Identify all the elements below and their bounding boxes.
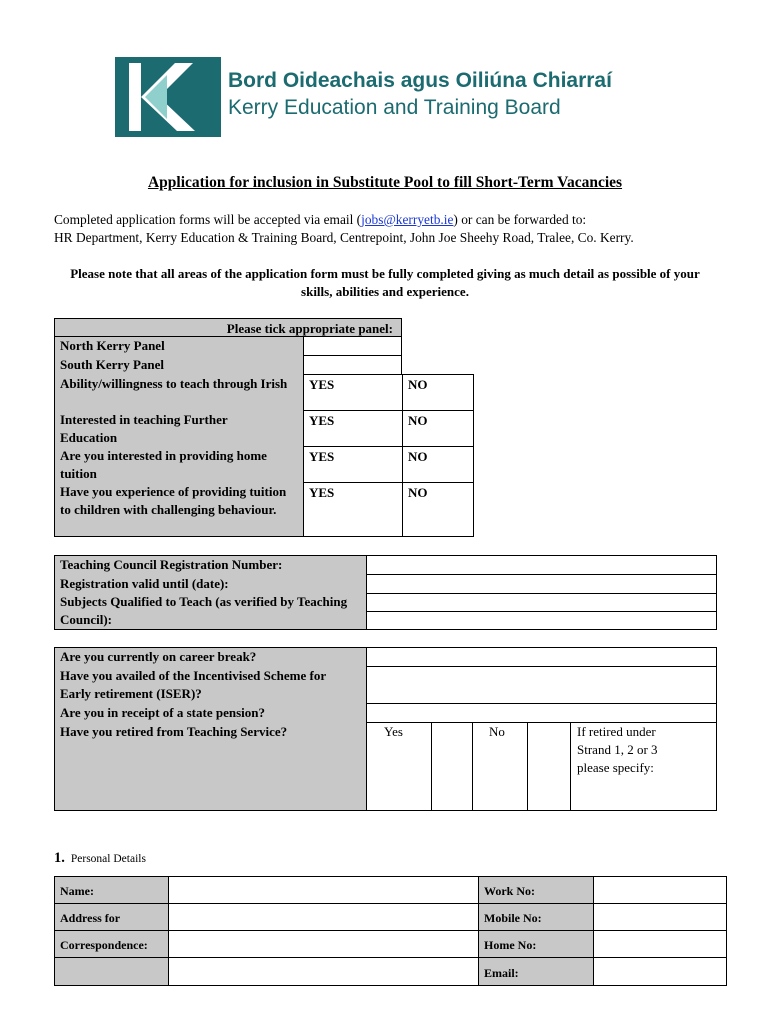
email-label: Email: <box>484 966 519 980</box>
mobile-number-field[interactable] <box>593 903 727 931</box>
address-field-row1[interactable] <box>168 903 479 931</box>
strand-label: If retired under Strand 1, 2 or 3 please specify: <box>577 724 658 775</box>
name-field[interactable] <box>168 876 479 904</box>
south-panel-label: South Kerry Panel <box>60 357 164 372</box>
intro-address: HR Department, Kerry Education & Training Board, Centrepoint, John Joe Sheehy Road, Tralee, Co. Kerry. <box>54 230 634 245</box>
north-panel-tick-box[interactable] <box>303 336 402 356</box>
fe-question: Interested in teaching Further Education <box>60 412 228 445</box>
behaviour-no-cell[interactable] <box>402 482 474 537</box>
behaviour-yes-cell[interactable] <box>303 482 403 537</box>
fe-yes-label: YES <box>309 413 335 428</box>
tuition-yes-cell[interactable] <box>303 446 403 483</box>
intro-line1-post: ) or can be forwarded to: <box>453 212 587 227</box>
retired-label: Have you retired from Teaching Service? <box>60 724 288 739</box>
email-field[interactable] <box>593 957 727 986</box>
home-number-field[interactable] <box>593 930 727 958</box>
correspondence-label: Correspondence: <box>60 938 148 952</box>
section-title: Personal Details <box>70 853 146 865</box>
iser-label: Have you availed of the Incentivised Scheme for Early retirement (ISER)? <box>60 668 326 701</box>
form-title: Application for inclusion in Substitute Pool to fill Short-Term Vacancies <box>147 174 623 191</box>
pension-field[interactable] <box>366 703 717 723</box>
mobile-label: Mobile No: <box>484 911 542 925</box>
retired-no-tick-box[interactable] <box>527 722 571 811</box>
behaviour-no-label: NO <box>408 485 428 500</box>
work-label: Work No: <box>484 884 535 898</box>
south-panel-tick-box[interactable] <box>303 355 402 375</box>
subjects-label: Subjects Qualified to Teach (as verified by Teaching Council): <box>60 594 348 627</box>
brand-name-english: Kerry Education and Training Board <box>228 96 561 119</box>
north-panel-label: North Kerry Panel <box>60 338 165 353</box>
home-label: Home No: <box>484 938 537 952</box>
irish-yes-cell[interactable] <box>303 374 403 411</box>
irish-no-cell[interactable] <box>402 374 474 411</box>
pension-label: Are you in receipt of a state pension? <box>60 705 265 720</box>
tuition-no-cell[interactable] <box>402 446 474 483</box>
retired-no-label: No <box>489 724 505 739</box>
fe-no-label: NO <box>408 413 428 428</box>
career-break-field[interactable] <box>366 647 717 667</box>
fe-yes-cell[interactable] <box>303 410 403 447</box>
irish-no-label: NO <box>408 377 428 392</box>
irish-question: Ability/willingness to teach through Irish <box>60 376 288 391</box>
behaviour-question: Have you experience of providing tuition to children with challenging behaviour. <box>60 484 287 517</box>
panel-header: Please tick appropriate panel: <box>54 318 402 337</box>
tuition-no-label: NO <box>408 449 428 464</box>
registration-valid-label: Registration valid until (date): <box>60 576 229 591</box>
irish-yes-label: YES <box>309 377 335 392</box>
ketb-logo-icon <box>115 57 221 137</box>
subjects-field-row2[interactable] <box>366 611 717 630</box>
work-number-field[interactable] <box>593 876 727 904</box>
fe-no-cell[interactable] <box>402 410 474 447</box>
address-field-row3[interactable] <box>168 957 479 986</box>
address-field-row2[interactable] <box>168 930 479 958</box>
intro-line1-pre: Completed application forms will be accepted via email ( <box>54 212 362 227</box>
intro-text <box>54 211 634 247</box>
completion-notice: Please note that all areas of the application form must be fully completed giving as much detail as possible of your skills, abilities and experience. <box>70 266 700 299</box>
section-number: 1. <box>54 850 65 866</box>
subjects-field-row1[interactable] <box>366 593 717 612</box>
tuition-question: Are you interested in providing home tuition <box>60 448 267 481</box>
tuition-yes-label: YES <box>309 449 335 464</box>
retired-yes-label: Yes <box>384 724 403 739</box>
career-break-label: Are you currently on career break? <box>60 649 257 664</box>
name-label: Name: <box>60 884 94 898</box>
behaviour-yes-label: YES <box>309 485 335 500</box>
email-link[interactable]: jobs@kerryetb.ie <box>361 212 454 227</box>
registration-valid-field[interactable] <box>366 574 717 594</box>
retired-yes-tick-box[interactable] <box>431 722 473 811</box>
blank-label-cell <box>54 957 169 986</box>
registration-number-field[interactable] <box>366 555 717 575</box>
address-label: Address for <box>60 911 121 925</box>
iser-field[interactable] <box>366 666 717 704</box>
personal-details-heading <box>54 849 146 867</box>
brand-name-irish: Bord Oideachais agus Oiliúna Chiarraí <box>228 69 612 92</box>
registration-number-label: Teaching Council Registration Number: <box>60 557 283 572</box>
